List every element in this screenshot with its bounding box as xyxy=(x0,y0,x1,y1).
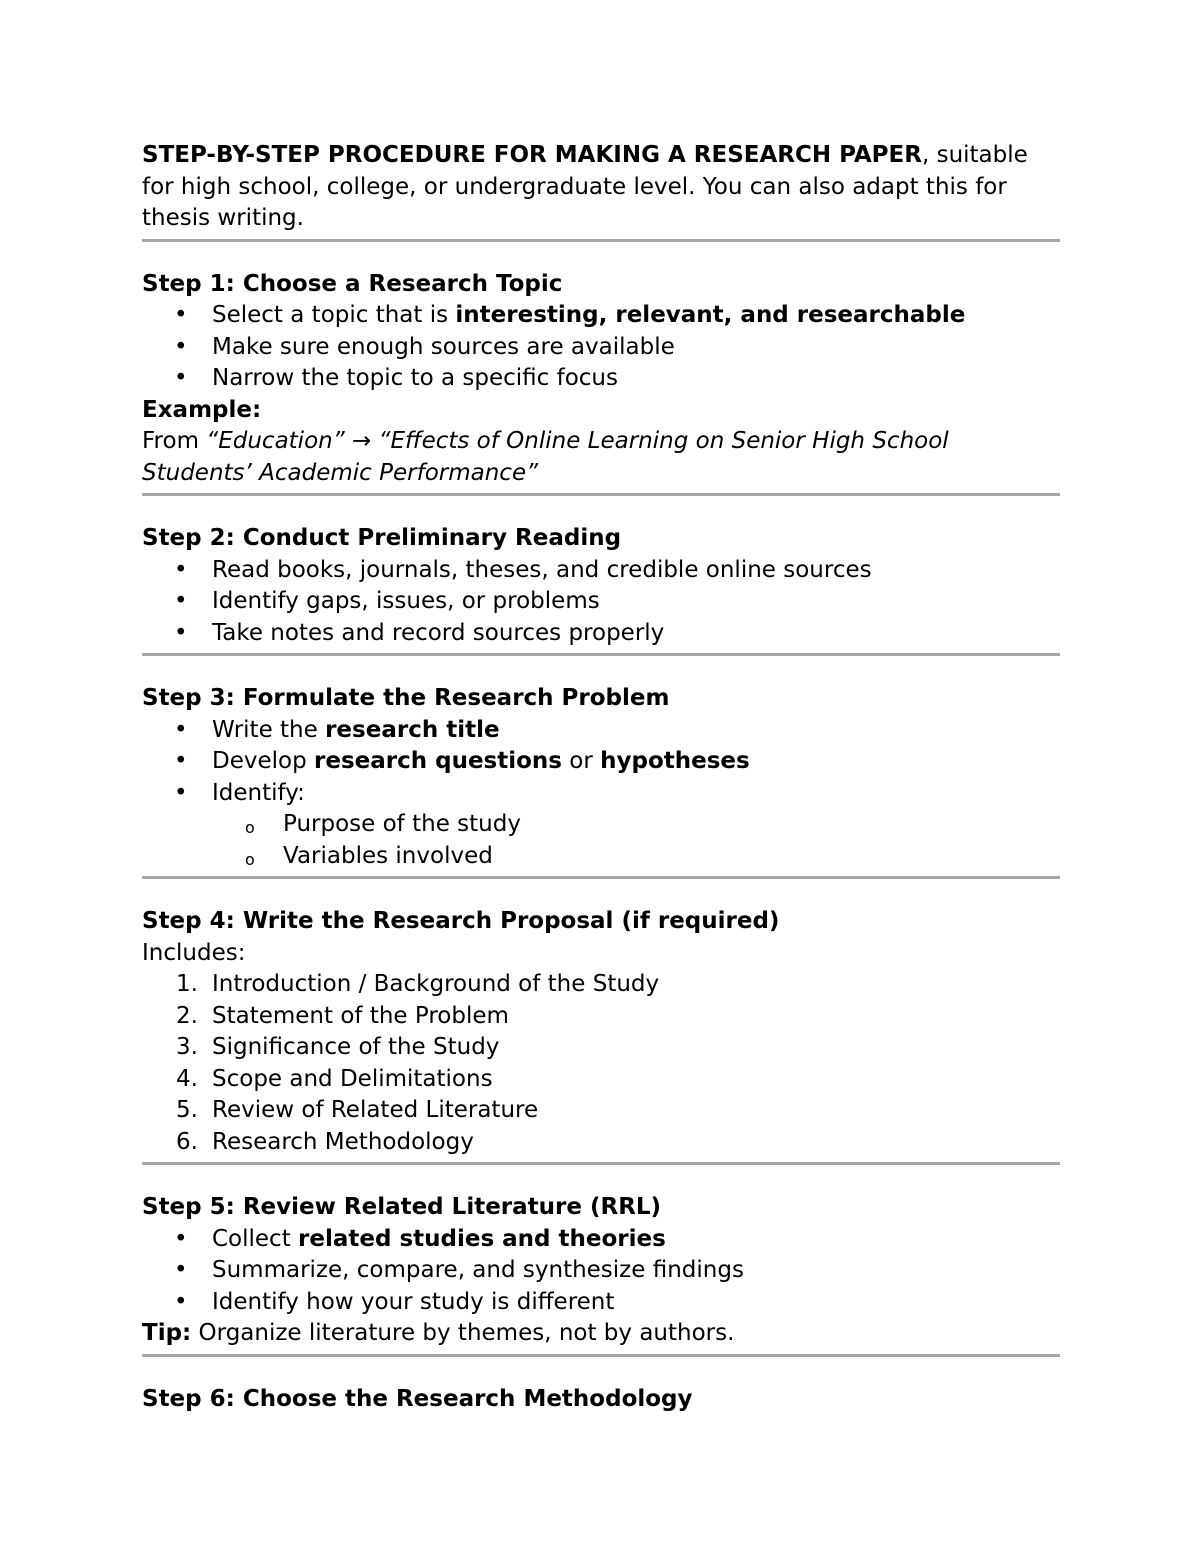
step1-example xyxy=(142,426,1060,489)
bullet-marker: • xyxy=(174,333,188,360)
number-marker: 4. xyxy=(176,1065,198,1092)
step3-sub-bullet-1-text: Purpose of the study xyxy=(283,811,521,837)
step1-bullet-1 xyxy=(142,300,1060,332)
sub-bullet-marker: o xyxy=(245,849,255,869)
step2-bullet-2 xyxy=(142,586,1060,618)
document-page xyxy=(142,140,1060,1415)
step4-item-6 xyxy=(142,1127,1060,1159)
step1-bullet-1-bold: interesting, relevant, and researchable xyxy=(455,302,966,328)
intro-paragraph xyxy=(142,140,1060,235)
step4-item-1-text: Introduction / Background of the Study xyxy=(212,971,660,997)
step3-bullet-3 xyxy=(142,778,1060,810)
step5-tip-label: Tip: xyxy=(142,1320,192,1346)
step4-item-6-text: Research Methodology xyxy=(212,1128,474,1155)
intro-line-1 xyxy=(142,140,1060,172)
step4-heading: Step 4: Write the Research Proposal (if required) xyxy=(142,908,780,934)
sub-bullet-marker: o xyxy=(245,818,255,837)
step5-bullet-3-text: Identify how your study is different xyxy=(212,1288,615,1315)
bullet-marker: • xyxy=(174,302,188,328)
step3-sub-bullet-2-text: Variables involved xyxy=(283,842,493,869)
step3-bullet-1 xyxy=(142,715,1060,747)
number-marker: 2. xyxy=(176,1002,198,1029)
bullet-marker: • xyxy=(174,1288,188,1315)
step5-bullet-3 xyxy=(142,1287,1060,1319)
number-marker: 1. xyxy=(176,971,198,997)
step4-item-3-text: Significance of the Study xyxy=(212,1034,500,1060)
step4-item-1 xyxy=(142,969,1060,1001)
step4-item-5 xyxy=(142,1095,1060,1127)
step2-bullet-3-text: Take notes and record sources properly xyxy=(212,619,665,646)
step3-bullet-2-mid: or xyxy=(561,748,601,774)
step3-heading: Step 3: Formulate the Research Problem xyxy=(142,685,670,711)
step3-bullet-3-text: Identify: xyxy=(212,779,305,806)
step3-sub-bullet-1 xyxy=(142,809,1060,841)
bullet-marker: • xyxy=(174,1257,188,1283)
step4-item-2-text: Statement of the Problem xyxy=(212,1002,509,1029)
bullet-marker: • xyxy=(174,1225,188,1252)
bullet-marker: • xyxy=(174,779,188,806)
step1-bullet-3 xyxy=(142,363,1060,395)
step1-heading: Step 1: Choose a Research Topic xyxy=(142,270,563,297)
bullet-marker: • xyxy=(174,365,188,391)
step4-item-4 xyxy=(142,1064,1060,1096)
step5-bullet-1-text: Collect xyxy=(212,1225,299,1252)
section-divider xyxy=(142,1354,1060,1357)
step3-bullet-1-bold: research title xyxy=(325,716,500,743)
step2-bullet-1-text: Read books, journals, theses, and credible online sources xyxy=(212,556,872,583)
step4-item-4-text: Scope and Delimitations xyxy=(212,1065,493,1092)
step4-item-3 xyxy=(142,1032,1060,1064)
step3-bullet-2-text: Develop xyxy=(212,748,314,774)
step1-example-from: From xyxy=(142,428,207,454)
bullet-marker: • xyxy=(174,588,188,614)
step2-bullet-3 xyxy=(142,618,1060,650)
intro-line-2: for high school, college, or undergraduate level. You can also adapt this for xyxy=(142,173,1007,200)
step1-example-line-1 xyxy=(142,426,1060,458)
step3-sub-bullet-2 xyxy=(142,841,1060,873)
section-divider xyxy=(142,1162,1060,1165)
step3-bullet-2-bold-1: research questions xyxy=(314,748,562,774)
bullet-marker: • xyxy=(174,748,188,774)
intro-line-3: thesis writing. xyxy=(142,205,304,231)
section-divider xyxy=(142,653,1060,656)
step5-bullet-2-text: Summarize, compare, and synthesize findings xyxy=(212,1257,744,1283)
step1-example-label: Example: xyxy=(142,396,262,423)
step5-heading: Step 5: Review Related Literature (RRL) xyxy=(142,1194,662,1220)
step3-bullet-1-text: Write the xyxy=(212,716,326,743)
bullet-marker: • xyxy=(174,716,188,743)
step5-tip xyxy=(142,1318,1060,1350)
step5-bullet-2 xyxy=(142,1255,1060,1287)
section-divider xyxy=(142,876,1060,879)
bullet-marker: • xyxy=(174,556,188,583)
document-title: STEP-BY-STEP PROCEDURE FOR MAKING A RESEARCH PAPER xyxy=(142,142,922,168)
bullet-marker: • xyxy=(174,619,188,646)
step1-example-line-2: Students’ Academic Performance” xyxy=(142,459,539,486)
step5-bullet-1 xyxy=(142,1224,1060,1256)
step2-bullet-2-text: Identify gaps, issues, or problems xyxy=(212,588,600,614)
step1-bullet-3-text: Narrow the topic to a specific focus xyxy=(212,365,618,391)
step6-heading: Step 6: Choose the Research Methodology xyxy=(142,1385,693,1412)
step2-heading: Step 2: Conduct Preliminary Reading xyxy=(142,525,622,551)
step1-bullet-1-text: Select a topic that is xyxy=(212,302,456,328)
step5-tip-text: Organize literature by themes, not by authors. xyxy=(191,1320,735,1346)
step4-includes: Includes: xyxy=(142,939,246,966)
number-marker: 5. xyxy=(176,1097,198,1123)
step1-bullet-2 xyxy=(142,332,1060,364)
step1-example-text-1: “Education” → “Effects of Online Learning on Senior High School xyxy=(206,428,949,454)
step2-bullet-1 xyxy=(142,555,1060,587)
number-marker: 6. xyxy=(176,1128,198,1155)
section-divider xyxy=(142,239,1060,242)
step3-bullet-2 xyxy=(142,746,1060,778)
step1-bullet-2-text: Make sure enough sources are available xyxy=(212,333,675,360)
step3-bullet-2-bold-2: hypotheses xyxy=(600,748,750,774)
step4-item-5-text: Review of Related Literature xyxy=(212,1097,539,1123)
intro-line-1-rest: , suitable xyxy=(921,142,1028,168)
number-marker: 3. xyxy=(176,1034,198,1060)
step5-bullet-1-bold: related studies and theories xyxy=(298,1225,666,1252)
section-divider xyxy=(142,493,1060,496)
step4-item-2 xyxy=(142,1001,1060,1033)
